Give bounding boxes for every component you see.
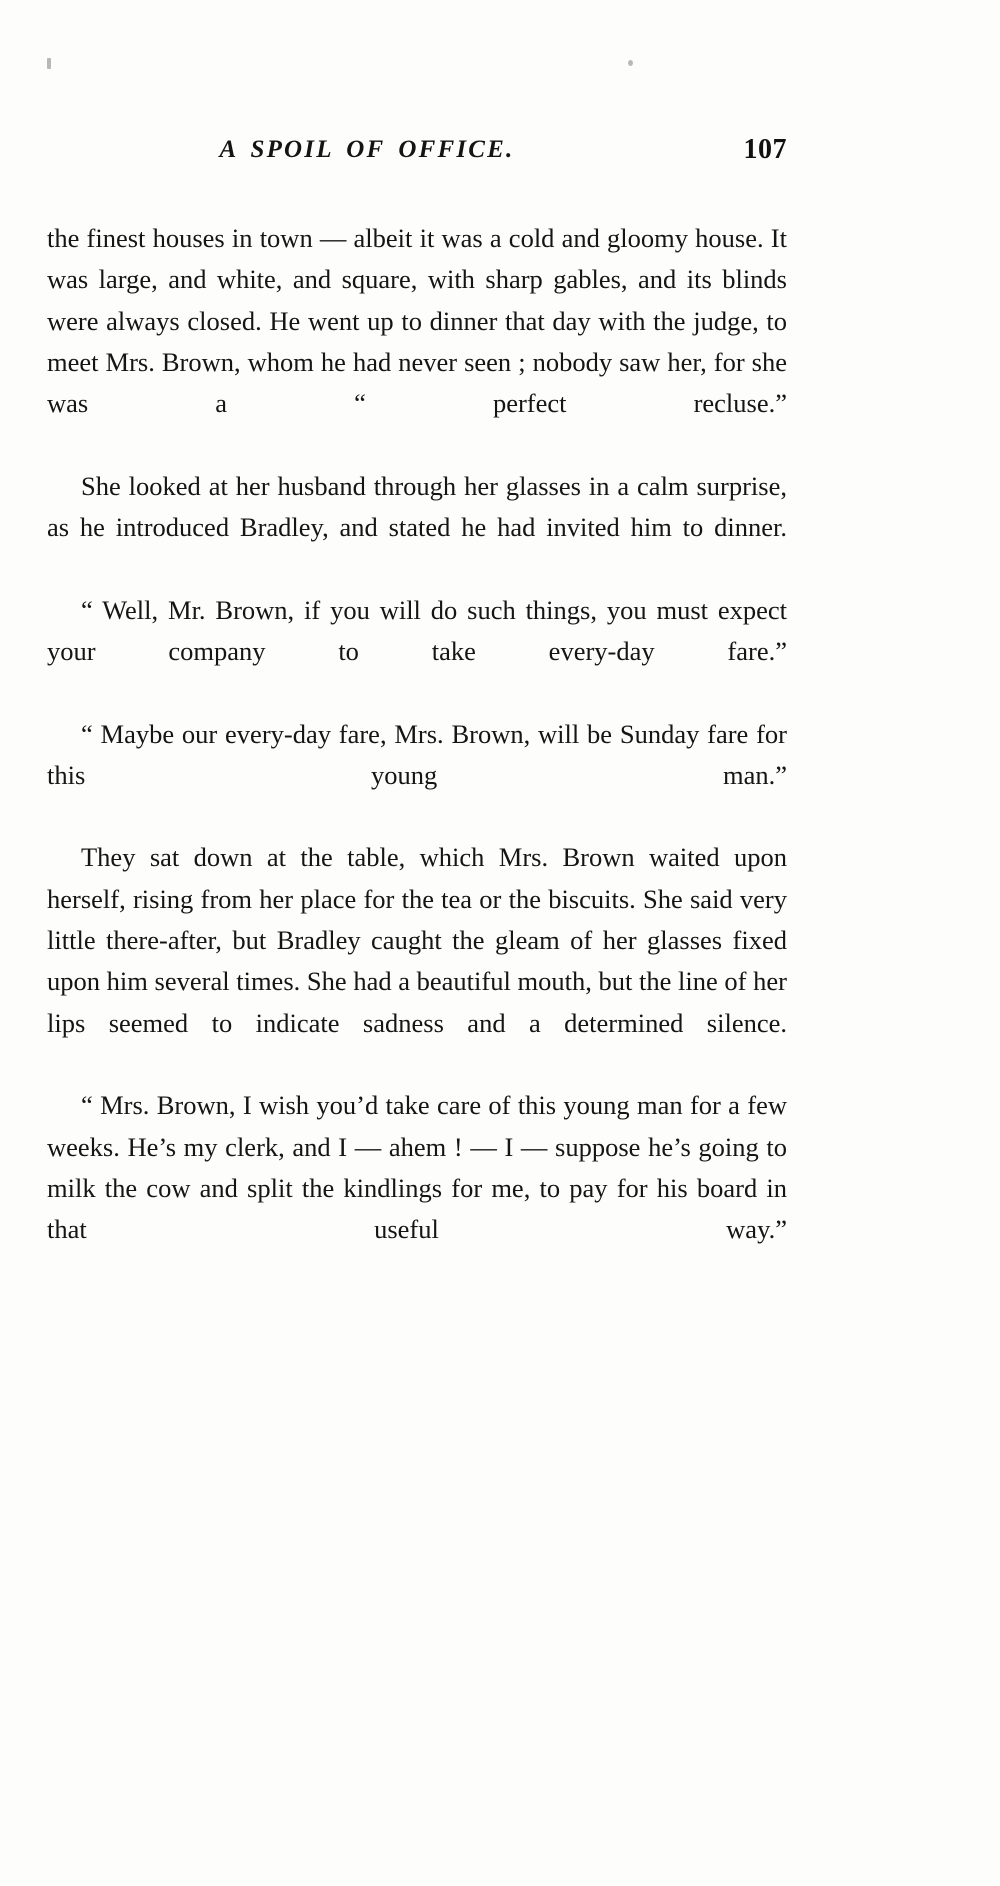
paragraph: She looked at her husband through her glasses in a calm surprise, as he introduced Bradley, and stated he had invited him to dinner. — [47, 470, 787, 543]
scan-speck-left — [47, 58, 51, 69]
paragraph: They sat down at the table, which Mrs. Brown waited upon herself, rising from her place for the tea or the biscuits. She said very little there-after, but Bradley caught the gleam of her glasses fixed upon him several times. She had a beautiful mouth, but the line of her lips seemed to indicate sadness and a determined silence. — [47, 842, 787, 1038]
paragraph: “ Maybe our every-day fare, Mrs. Brown, will be Sunday fare for this young man.” — [47, 718, 787, 790]
page-number: 107 — [743, 134, 787, 165]
scan-speck-middle — [628, 60, 633, 66]
paragraph: the finest houses in town — albeit it was a cold and gloomy house. It was large, and white, and square, with sharp gables, and its blinds were always closed. He went up to dinner that day with the judge, to meet Mrs. Brown, whom he had never seen ; nobody saw her, for she was a “ perfect recluse.” — [47, 223, 787, 419]
paragraph: “ Well, Mr. Brown, if you will do such things, you must expect your company to take every-day fare.” — [47, 594, 787, 666]
paragraph: “ Mrs. Brown, I wish you’d take care of this young man for a few weeks. He’s my clerk, and I — ahem ! — I — suppose he’s going to milk the cow and split the kindlings for me, to pay for his board in that useful way.” — [47, 1090, 787, 1245]
page-header — [47, 136, 787, 182]
running-title: A SPOIL OF OFFICE. — [219, 136, 515, 163]
body-text — [47, 218, 787, 1292]
